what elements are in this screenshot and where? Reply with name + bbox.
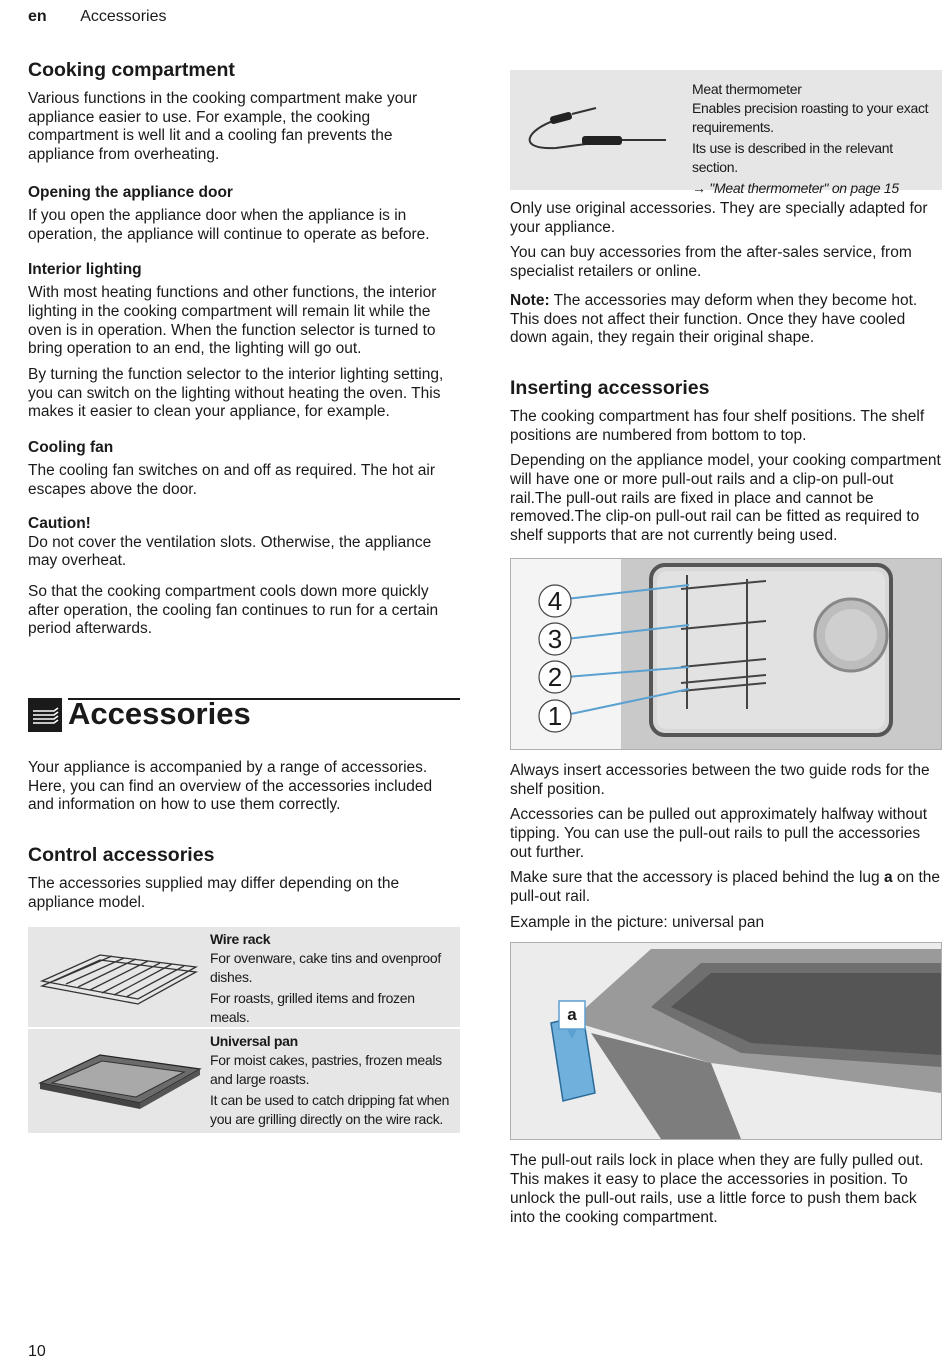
page-header	[28, 8, 166, 26]
reference-link[interactable]: "Meat thermometer"	[709, 180, 829, 196]
cooking-compartment-intro: Various functions in the cooking compartment make your appliance easier to use. For example, the cooking compartment is well lit and a cooling fan prevents the appliance from overheating.	[28, 90, 418, 164]
wire-rack-desc-1: For ovenware, cake tins and ovenproof dishes.	[210, 949, 441, 985]
fan-text: The cooling fan switches on and off as required. The hot air escapes above the door.	[28, 462, 435, 498]
language-code: en	[28, 8, 47, 25]
fan-text-2: So that the cooking compartment cools down more quickly after operation, the cooling fan continues to run for a certain period afterwards.	[28, 582, 439, 638]
universal-pan-image	[28, 1029, 210, 1133]
control-accessories-title: Control accessories	[28, 844, 215, 867]
fan-title: Cooling fan	[28, 439, 114, 457]
shelf-label-1: 1	[547, 700, 563, 731]
universal-pan-name: Universal pan	[210, 1032, 298, 1049]
wire-rack-name: Wire rack	[210, 930, 271, 947]
inserting-text-1: The cooking compartment has four shelf positions. The shelf positions are numbered from bottom to top.	[510, 407, 925, 444]
meat-thermometer-text	[692, 70, 942, 196]
inserting-text-5	[510, 869, 942, 906]
inserting-text-5a: Make sure that the accessory is placed behind the lug	[510, 869, 880, 887]
universal-pan-desc-2: It can be used to catch dripping fat when you are grilling directly on the wire rack.	[210, 1091, 450, 1127]
meat-thermometer-name: Meat thermometer	[692, 81, 802, 97]
inserting-title: Inserting accessories	[510, 376, 710, 399]
left-column	[28, 58, 460, 1133]
note-text: The accessories may deform when they become hot. This does not affect their function. Once they have cooled down again, they regain their original shape.	[510, 291, 918, 347]
universal-pan-text	[210, 1029, 460, 1133]
lug-figure	[510, 942, 942, 1140]
lighting-title: Interior lighting	[28, 261, 142, 279]
universal-pan-row	[28, 1029, 460, 1133]
wire-rack-desc-2: For roasts, grilled items and frozen meals.	[210, 989, 415, 1025]
shelf-label-4: 4	[547, 585, 563, 616]
meat-thermometer-image	[510, 70, 692, 190]
buy-accessories-text: You can buy accessories from the after-sales service, from specialist retailers or online.	[510, 244, 912, 281]
accessories-icon	[28, 698, 62, 732]
original-accessories-text: Only use original accessories. They are specially adapted for your appliance.	[510, 200, 928, 236]
accessories-title: Accessories	[68, 696, 251, 732]
right-column	[510, 70, 942, 1234]
accessories-heading	[28, 695, 460, 743]
lug-callout: a	[567, 1005, 577, 1025]
shelf-label-3: 3	[547, 623, 563, 654]
lug-label: a	[883, 869, 893, 887]
caution-title: Caution!	[28, 514, 91, 532]
note-label: Note:	[510, 291, 550, 309]
wire-rack-image	[28, 927, 210, 1027]
reference-page: on page 15	[831, 180, 899, 196]
accessories-table	[28, 927, 460, 1133]
page-number: 10	[28, 1343, 46, 1360]
note-paragraph	[510, 292, 942, 348]
lighting-text-2: By turning the function selector to the interior lighting setting, you can switch on the lighting without heating the oven. This makes it easier to clean your appliance, for example.	[28, 366, 444, 421]
caution-text: Do not cover the ventilation slots. Otherwise, the appliance may overheat.	[28, 533, 432, 570]
inserting-text-2: Depending on the appliance model, your cooking compartment will have one or more pull-out rails and a clip-on pull-out rail.The pull-out rails are fixed in place and cannot be removed.The clip-on pull-out rail can be fitted as required to shelf supports that are not currently being used.	[510, 452, 941, 545]
shelf-positions-figure	[510, 558, 942, 750]
meat-thermometer-row	[510, 70, 942, 196]
wire-rack-text	[210, 927, 460, 1027]
shelf-label-2: 2	[547, 661, 563, 692]
inserting-text-4: Accessories can be pulled out approximately halfway without tipping. You can use the pull-out rails to pull the accessories out further.	[510, 806, 928, 861]
header-section: Accessories	[80, 8, 167, 25]
door-text: If you open the appliance door when the appliance is in operation, the appliance will continue to operate as before.	[28, 206, 430, 243]
wire-rack-row	[28, 927, 460, 1029]
inserting-text-3: Always insert accessories between the two guide rods for the shelf position.	[510, 761, 930, 798]
meat-thermometer-ref	[692, 179, 938, 198]
meat-thermometer-desc-1: Enables precision roasting to your exact requirements.	[692, 100, 929, 135]
inserting-text-5b: on the pull-out rail.	[510, 869, 940, 906]
inserting-text-6: The pull-out rails lock in place when they are fully pulled out. This makes it easy to place the accessories in position. To unlock the pull-out rails, use a little force to push them back into the cooking compartment.	[510, 1152, 924, 1226]
accessories-intro: Your appliance is accompanied by a range of accessories. Here, you can find an overview of the accessories included and information on how to use them correctly.	[28, 759, 433, 814]
control-accessories-text: The accessories supplied may differ depending on the appliance model.	[28, 875, 400, 911]
lighting-text-1: With most heating functions and other functions, the interior lighting in the cooking compartment will remain lit while the oven is in operation. When the function selector is turned to bring operation to an end, the lighting will go out.	[28, 284, 437, 358]
cooking-compartment-title: Cooking compartment	[28, 59, 235, 81]
example-text: Example in the picture: universal pan	[510, 913, 765, 931]
universal-pan-desc-1: For moist cakes, pastries, frozen meals and large roasts.	[210, 1051, 442, 1087]
door-title: Opening the appliance door	[28, 183, 233, 201]
meat-thermometer-desc-2: Its use is described in the relevant section.	[692, 140, 893, 175]
arrow-icon: →	[692, 180, 706, 196]
